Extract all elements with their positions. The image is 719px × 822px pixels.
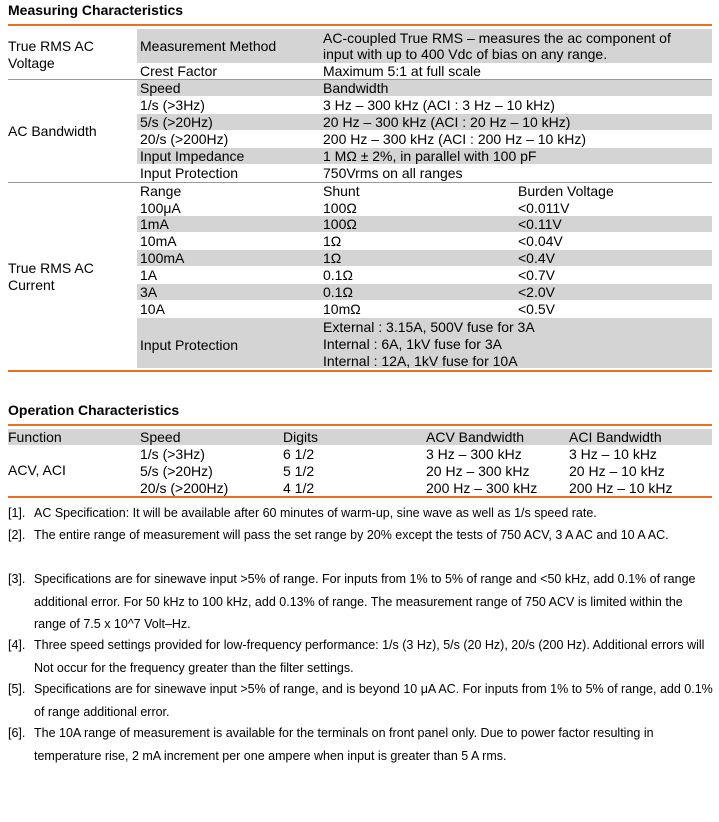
aci-shunt: 1Ω [323,233,342,249]
acbw-bandwidth: 3 Hz – 300 kHz (ACI : 3 Hz – 10 kHz) [323,97,555,113]
note-item [8,568,714,636]
op-header-speed: Speed [140,429,181,445]
protection-value: 750Vrms on all ranges [323,165,463,181]
aci-shunt: 10mΩ [323,301,361,317]
aci-burden: <0.4V [518,250,555,266]
aci-burden: <0.5V [518,301,555,317]
note-number: [2]. [8,528,26,542]
note-text: The entire range of measurement will pass the set range by 20% except the tests of 750 ACV, 3 A AC and 10 A AC. [34,528,669,542]
note-text: Specifications are for sinewave input >5% of range, and is beyond 10 μA AC. For inputs from 1% to 5% of range, add 0.1% of range additional error. [34,682,713,719]
acv-label-line2: Voltage [8,55,55,71]
note-item [8,502,714,525]
op-speed: 1/s (>3Hz) [140,446,205,462]
aci-shunt: 0.1Ω [323,267,353,283]
aci-range: 100μA [140,200,181,216]
aci-shunt: 100Ω [323,216,357,232]
note-text: Three speed settings provided for low-frequency performance: 1/s (3 Hz), 5/s (20 Hz), 20/s (200 Hz). Additional errors will Not occur for the frequency greater than the filter settings. [34,638,705,675]
aci-burden: <0.04V [518,233,563,249]
op-speed: 20/s (>200Hz) [140,480,229,496]
burden-header: Burden Voltage [518,183,614,199]
op-header-digits: Digits [283,429,319,445]
aci-shunt: 0.1Ω [323,284,353,300]
note-text: AC Specification: It will be available after 60 minutes of warm-up, sine wave as well as 1/s speed rate. [34,506,597,520]
shunt-header: Shunt [323,183,360,199]
op-aci-bw: 200 Hz – 10 kHz [569,480,673,496]
operation-bottom-rule [8,496,712,498]
note-number: [1]. [8,506,26,520]
aci-label-line2: Current [8,277,55,293]
method-value-line2: input with up to 400 Vdc of bias on any range. [323,46,608,62]
protection-label: Input Protection [140,165,239,181]
note-number: [3]. [8,572,26,586]
impedance-value: 1 MΩ ± 2%, in parallel with 100 pF [323,148,537,164]
method-value-line1: AC-coupled True RMS – measures the ac component of [323,30,671,46]
aci-range: 100mA [140,250,185,266]
note-item [8,634,714,679]
aci-burden: <0.11V [518,216,562,232]
op-acv-bw: 20 Hz – 300 kHz [426,463,530,479]
band-3a [137,284,712,300]
note-number: [5]. [8,682,26,696]
op-header-function: Function [8,429,62,445]
acbw-speed: 1/s (>3Hz) [140,97,205,113]
aci-burden: <2.0V [518,284,555,300]
acv-label-line1: True RMS AC [8,38,94,54]
measuring-bottom-rule [8,370,712,372]
aci-range: 3A [140,284,158,300]
acbw-speed: 5/s (>20Hz) [140,114,213,130]
band-100ma [137,250,712,266]
measuring-title: Measuring Characteristics [8,2,184,18]
aci-range: 10A [140,301,165,317]
op-acv-bw: 3 Hz – 300 kHz [426,446,522,462]
op-aci-bw: 3 Hz – 10 kHz [569,446,657,462]
band-1ma [137,216,712,232]
op-digits: 6 1/2 [283,446,315,462]
note-item [8,722,714,767]
aci-shunt: 100Ω [323,200,357,216]
op-digits: 4 1/2 [283,480,315,496]
measuring-top-rule [8,24,712,26]
op-aci-bw: 20 Hz – 10 kHz [569,463,665,479]
aci-protection-line: Internal : 12A, 1kV fuse for 10A [323,353,518,369]
operation-top-rule [8,424,712,426]
aci-shunt: 1Ω [323,250,342,266]
note-text: The 10A range of measurement is available for the terminals on front panel only. Due to power factor resulting in temperature rise, 2 mA increment per one ampere when input is greater than 5 A rms. [34,726,654,763]
note-number: [4]. [8,638,26,652]
crest-label: Crest Factor [140,63,218,79]
note-number: [6]. [8,726,26,740]
acbw-bandwidth: 20 Hz – 300 kHz (ACI : 20 Hz – 10 kHz) [323,114,571,130]
op-digits: 5 1/2 [283,463,315,479]
acbw-label: AC Bandwidth [8,123,97,139]
op-function-value: ACV, ACI [8,462,66,478]
aci-protection-line: External : 3.15A, 500V fuse for 3A [323,319,535,335]
aci-range: 1mA [140,216,169,232]
aci-protection-line: Internal : 6A, 1kV fuse for 3A [323,336,502,352]
op-acv-bw: 200 Hz – 300 kHz [426,480,538,496]
range-header: Range [140,183,182,199]
aci-range: 10mA [140,233,177,249]
note-text: Specifications are for sinewave input >5% of range. For inputs from 1% to 5% of range and <50 kHz, add 0.1% of range additional error. For 50 kHz to 100 kHz, add 0.13% of range. The measurement range of 750 ACV is limited within the range of 7.5 x 10^7 Volt–Hz. [34,572,696,631]
impedance-label: Input Impedance [140,148,245,164]
op-header-acv-bw: ACV Bandwidth [426,429,525,445]
op-header-aci-bw: ACI Bandwidth [569,429,662,445]
note-item [8,524,714,547]
operation-title: Operation Characteristics [8,402,180,418]
speed-header: Speed [140,80,181,96]
bandwidth-header: Bandwidth [323,80,389,96]
acbw-speed: 20/s (>200Hz) [140,131,229,147]
op-speed: 5/s (>20Hz) [140,463,213,479]
aci-burden: <0.7V [518,267,555,283]
crest-value: Maximum 5:1 at full scale [323,63,481,79]
aci-label-line1: True RMS AC [8,260,94,276]
note-item [8,678,714,723]
band-speed-header [137,80,712,96]
method-label: Measurement Method [140,38,277,54]
acbw-bandwidth: 200 Hz – 300 kHz (ACI : 200 Hz – 10 kHz) [323,131,586,147]
aci-protection-label: Input Protection [140,337,239,353]
aci-burden: <0.011V [518,200,570,216]
aci-range: 1A [140,267,158,283]
